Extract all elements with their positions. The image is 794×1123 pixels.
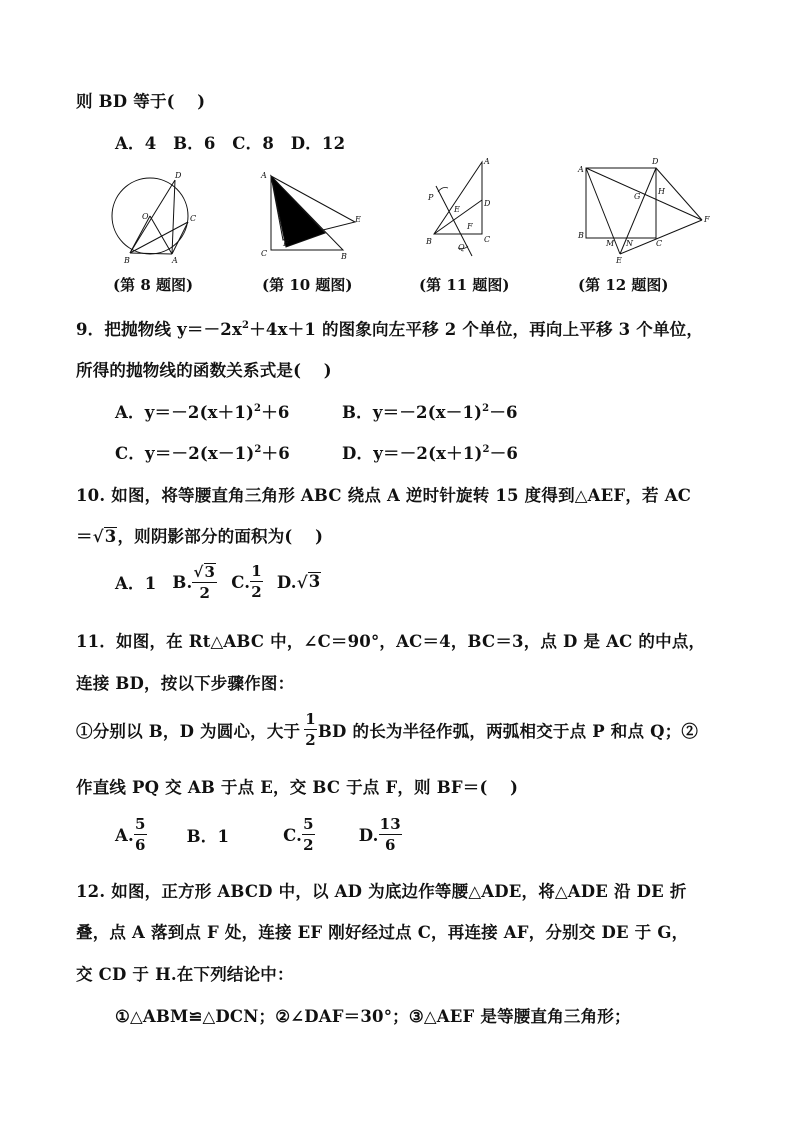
q9-line1 bbox=[76, 316, 703, 340]
q9-option-a-sup: 2 bbox=[254, 403, 262, 414]
q9-line1-a: 9．把抛物线 y＝－2x bbox=[76, 320, 243, 339]
q11-option-d-prefix: D. bbox=[358, 825, 379, 845]
q11-line3-post: BD 的长为半径作弧，两弧相交于点 P 和点 Q；② bbox=[317, 722, 699, 741]
fig12-label-m: M bbox=[606, 239, 615, 248]
fig12-label-n: N bbox=[626, 239, 633, 248]
fig11-label-f: F bbox=[467, 222, 473, 231]
q11-line3-den: 2 bbox=[305, 731, 316, 749]
q11-line2: 连接 BD，按以下步骤作图： bbox=[76, 674, 295, 693]
figure-q10 bbox=[255, 164, 365, 268]
figure-caption-q8: (第 8 题图) bbox=[113, 276, 194, 294]
fig10-label-e: E bbox=[355, 215, 361, 224]
q12-line2: 叠，点 A 落到点 F 处，连接 EF 刚好经过点 C，再连接 AF，分别交 DE 于 G， bbox=[76, 923, 689, 942]
fig12-label-f: F bbox=[704, 215, 710, 224]
q9-option-b bbox=[342, 399, 518, 423]
fig10-label-f: F bbox=[283, 239, 289, 248]
q9-option-b-sup: 2 bbox=[482, 403, 490, 414]
figure-caption-q11: (第 11 题图) bbox=[419, 276, 510, 294]
q10-options: A．1 B. $\frac{√3}{2}$ C. $\frac{1}{2}$ D. √ 3 bbox=[115, 562, 321, 603]
q10-option-d-radicand: 3 bbox=[308, 572, 321, 592]
q11-option-a-num: 5 bbox=[134, 815, 146, 833]
q11-option-d-den: 6 bbox=[384, 836, 396, 854]
q9-option-c-sup: 2 bbox=[254, 444, 262, 455]
fig11-label-q: Q bbox=[458, 243, 465, 252]
q9-option-d-sup: 2 bbox=[482, 444, 490, 455]
q10-option-b-num: 3 bbox=[204, 562, 216, 581]
q11-option-c-num: 5 bbox=[303, 815, 314, 833]
q10-option-c-num: 1 bbox=[251, 562, 262, 580]
q9-option-b-pre: B．y＝－2(x－1) bbox=[342, 403, 483, 422]
q11-option-c-prefix: C. bbox=[283, 825, 303, 845]
q9-line1-sup: 2 bbox=[242, 320, 250, 331]
q11-option-a-fraction bbox=[134, 817, 147, 853]
q9-option-b-post: －6 bbox=[489, 403, 518, 422]
q11-line4: 作直线 PQ 交 AB 于点 E，交 BC 于点 F，则 BF＝( ) bbox=[76, 778, 519, 797]
q12-line1: 12. 如图，正方形 ABCD 中，以 AD 为底边作等腰△ADE，将△ADE 沿 DE 折 bbox=[76, 882, 687, 901]
figure-caption-q12: (第 12 题图) bbox=[578, 276, 669, 294]
q9-option-c-pre: C．y＝－2(x－1) bbox=[115, 444, 255, 463]
q11-option-a-prefix: A. bbox=[115, 825, 134, 845]
fig10-label-a: A bbox=[261, 171, 267, 180]
q9-line1-b: ＋4x＋1 的图象向左平移 2 个单位，再向上平移 3 个单位， bbox=[249, 320, 704, 339]
q10-option-a: A．1 bbox=[115, 574, 157, 593]
q9-option-a bbox=[115, 399, 290, 423]
fig12-label-e: E bbox=[616, 256, 622, 265]
q10-option-c-prefix: C. bbox=[231, 572, 251, 592]
q11-option-c-den: 2 bbox=[303, 836, 314, 854]
q11-line3-fraction bbox=[304, 712, 317, 748]
figure-q11 bbox=[422, 156, 502, 268]
q11-line1: 11．如图，在 Rt△ABC 中，∠C＝90°，AC＝4，BC＝3，点 D 是 AC 的中点， bbox=[76, 632, 706, 651]
fig12-label-b: B bbox=[578, 231, 584, 240]
figure-caption-q10: (第 10 题图) bbox=[262, 276, 353, 294]
fig10-label-c: C bbox=[261, 249, 268, 258]
q10-option-b-prefix: B. bbox=[172, 572, 193, 592]
fig8-label-d: D bbox=[175, 171, 182, 180]
fig8-label-c: C bbox=[190, 214, 197, 223]
fig8-label-o: O bbox=[142, 212, 149, 221]
q10-option-d-prefix: D. bbox=[276, 572, 297, 592]
q10-option-c-den: 2 bbox=[251, 583, 262, 601]
fig11-label-e: E bbox=[454, 205, 460, 214]
fig11-label-c: C bbox=[484, 235, 491, 244]
q10-option-b-den: 2 bbox=[199, 584, 211, 603]
q9-option-d-post: －6 bbox=[489, 444, 519, 463]
fig12-label-h: H bbox=[658, 187, 665, 196]
q9-option-d-pre: D．y＝－2(x＋1) bbox=[342, 444, 483, 463]
fig8-label-a: A bbox=[172, 256, 178, 265]
q10-line2-radicand: 3 bbox=[104, 527, 117, 546]
q8-line-tail: 则 BD 等于( ) bbox=[76, 92, 206, 111]
q9-line2: 所得的抛物线的函数关系式是( ) bbox=[76, 361, 332, 380]
figure-q8 bbox=[100, 168, 210, 268]
q12-line4: ①△ABM≌△DCN；②∠DAF＝30°；③△AEF 是等腰直角三角形； bbox=[115, 1007, 631, 1026]
q9-option-a-pre: A．y＝－2(x＋1) bbox=[115, 403, 255, 422]
q10-line1: 10. 如图，将等腰直角三角形 ABC 绕点 A 逆时针旋转 15 度得到△AEF，若 AC bbox=[76, 486, 692, 505]
fig11-label-p: P bbox=[428, 193, 434, 202]
q11-options bbox=[115, 812, 402, 858]
q11-option-d-fraction bbox=[379, 817, 402, 853]
fig12-label-d: D bbox=[652, 157, 659, 166]
fig11-label-a: A bbox=[484, 157, 490, 166]
q10-line2-pre: ＝ bbox=[76, 527, 93, 546]
q12-line3: 交 CD 于 H.在下列结论中： bbox=[76, 965, 294, 984]
q9-option-a-post: ＋6 bbox=[261, 403, 290, 422]
fig8-label-b: B bbox=[124, 256, 130, 265]
q10-line2-post: ，则阴影部分的面积为( ) bbox=[117, 527, 324, 546]
q8-options: A．4 B．6 C．8 D．12 bbox=[115, 134, 346, 153]
q11-option-c-fraction bbox=[302, 817, 315, 853]
fig12-label-a: A bbox=[578, 165, 584, 174]
q11-option-a-den: 6 bbox=[134, 836, 146, 854]
fig11-label-b: B bbox=[426, 237, 432, 246]
q10-option-c-fraction bbox=[250, 564, 263, 600]
q10-option-b-fraction: $\frac{√3}{2}$ bbox=[193, 562, 216, 603]
fig10-label-b: B bbox=[341, 252, 347, 261]
q9-option-c bbox=[115, 440, 290, 464]
q9-option-d bbox=[342, 440, 518, 464]
q11-line3 bbox=[76, 708, 698, 752]
q11-line3-pre: ①分别以 B，D 为圆心，大于 bbox=[76, 722, 301, 741]
figure-q12 bbox=[572, 154, 722, 266]
fig12-label-g: G bbox=[634, 192, 641, 201]
q11-line3-num: 1 bbox=[305, 710, 316, 728]
q9-option-c-post: ＋6 bbox=[261, 444, 290, 463]
q10-line2: ＝√3，则阴影部分的面积为( ) bbox=[76, 527, 324, 546]
q11-option-b: B．1 bbox=[186, 827, 230, 846]
fig11-label-d: D bbox=[484, 199, 491, 208]
fig12-label-c: C bbox=[656, 239, 663, 248]
q11-option-d-num: 13 bbox=[379, 815, 401, 833]
